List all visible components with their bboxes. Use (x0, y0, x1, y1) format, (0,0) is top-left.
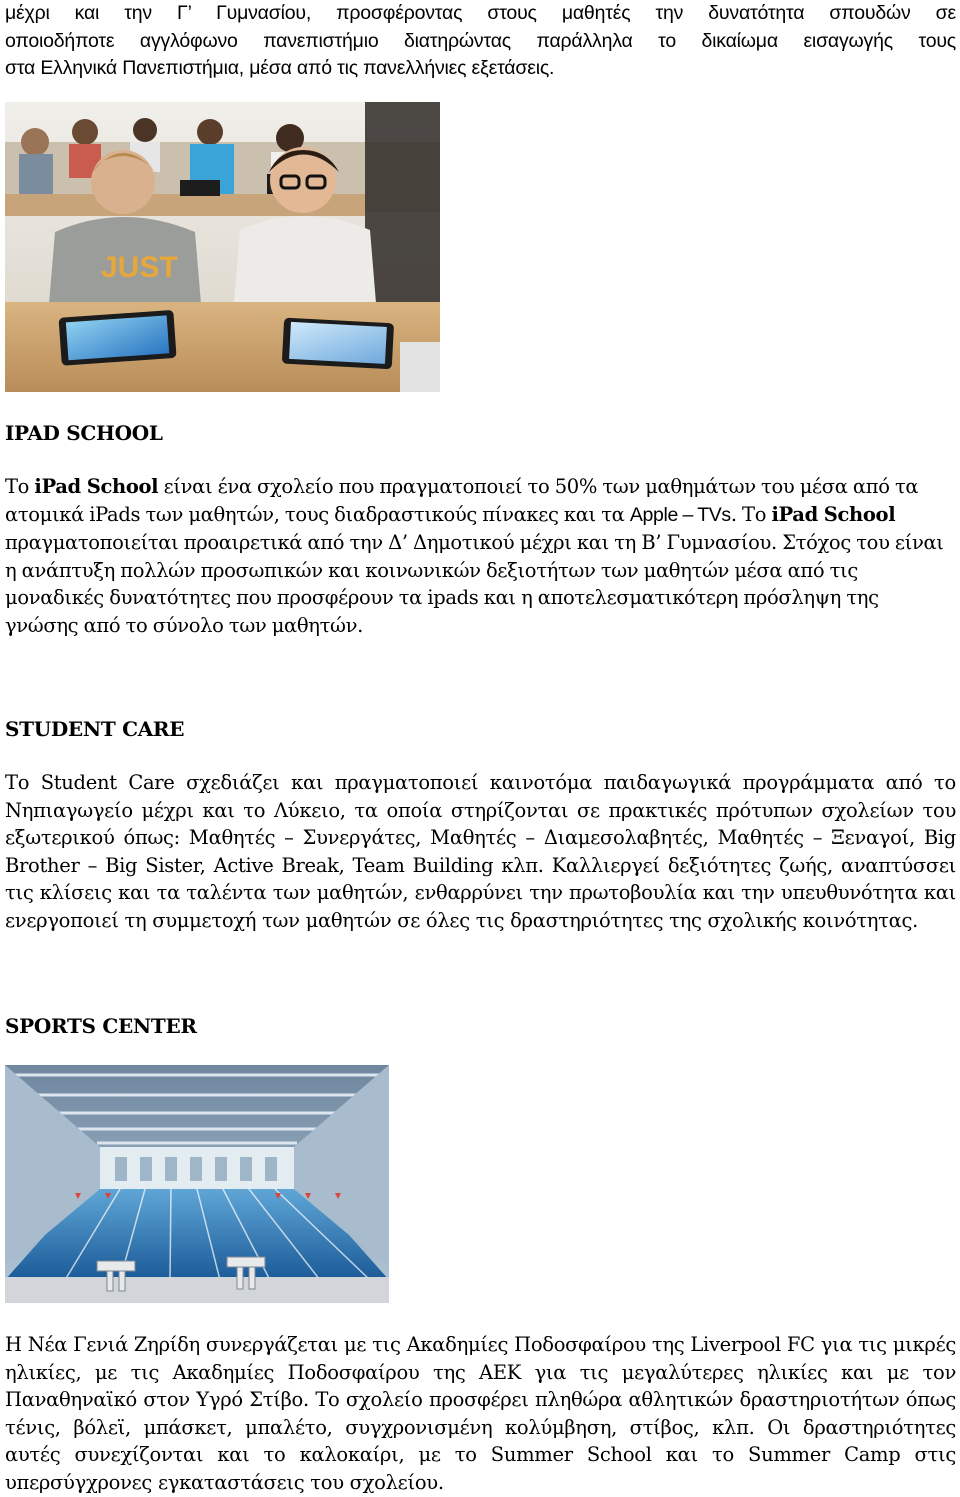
ipad-text-5: και η αποτελεσματικότερη πρόσληψη της γνώσης από το σύνολο των μαθητών. (5, 586, 879, 637)
student-care-paragraph: Το Student Care σχεδιάζει και πραγματοποιεί καινοτόμα παιδαγωγικά προγράμματα από το Νηπιαγωγείο μέχρι και το Λύκειο, τα οποία στηρίζονται σε πρακτικές πρότυπων σχολείων του εξωτερικού όπως: Μαθητές – Συνεργάτες, Μαθητές – Διαμεσολαβητές, Μαθητές – Ξεναγοί, Big Brother – Big Sister, Active Break, Team Building κλπ. Καλλιεργεί δεξιότητες ζωής, αναπτύσσει τις κλίσεις και τα ταλέντα των μαθητών, ενθαρρύνει την πρωτοβουλία και την υπευθυνότητα και ενεργοποιεί τη συμμετοχή των μαθητών σε όλες τις δραστηριότητες της σχολικής κοινότητας. (5, 771, 956, 932)
ipad-text-2: των μαθητών, τους διαδραστικούς πίνακες και τα (140, 502, 630, 526)
ipad-text-ipads-2: ipads (427, 586, 479, 610)
sports-center-heading: SPORTS CENTER (5, 1014, 197, 1038)
student-care-heading: STUDENT CARE (5, 717, 185, 741)
intro-line-3: στα Ελληνικά Πανεπιστήμια, μέσα από τις πανελλήνιες εξετάσεις. (5, 57, 555, 80)
ipad-school-bold-2: iPad School (771, 502, 896, 526)
ipad-text-ipads-1: iPads (89, 502, 141, 526)
intro-paragraph (5, 0, 956, 83)
svg-text:JUST: JUST (101, 251, 178, 284)
ipad-school-bold-1: iPad School (34, 475, 159, 498)
ipad-text-3: . Το (730, 502, 772, 526)
ipad-text-1: είναι ένα σχολείο που πραγματοποιεί το 50% των μαθημάτων του μέσα από τα ατομικά (5, 475, 919, 526)
ipad-school-paragraph (5, 473, 952, 640)
swimming-pool-photo (5, 1065, 389, 1303)
classroom-ipads-photo (5, 102, 440, 392)
ipad-text-4: πραγματοποιείται προαιρετικά από την Δ’ Δημοτικού μέχρι και τη Β’ Γυμνασίου. Στόχος του είναι η ανάπτυξη πολλών προσωπικών και κοινωνικών δεξιοτήτων των μαθητών μέσα από τις μοναδικές δυνατότητες που προσφέρουν τα (5, 531, 944, 610)
ipad-school-heading: IPAD SCHOOL (5, 421, 163, 445)
intro-line-1: μέχρι και την Γ’ Γυμνασίου, προσφέροντας στους μαθητές την δυνατότητα σπουδών σε (5, 2, 956, 24)
ipad-text-apple-tvs: Apple – TVs (629, 503, 731, 526)
ipad-text-to: Το (5, 475, 35, 498)
sports-center-paragraph: Η Νέα Γενιά Ζηρίδη συνεργάζεται με τις Ακαδημίες Ποδοσφαίρου της Liverpool FC για τις μικρές ηλικίες, με τις Ακαδημίες Ποδοσφαίρου της ΑΕΚ για τις μεγαλύτερες ηλικίες και με τον Παναθηναϊκό στον Υγρό Στίβο. Το σχολείο προσφέρει πληθώρα αθλητικών δραστηριοτήτων όπως τένις, βόλεϊ, μπάσκετ, μπαλέτο, συγχρονισμένη κολύμβηση, στίβος, κλπ. Οι δραστηριότητες αυτές συνεχίζονται και το καλοκαίρι, με το Summer School και το Summer Camp στις υπερσύγχρονες εγκαταστάσεις του σχολείου. (5, 1333, 956, 1494)
classroom-illustration (5, 102, 440, 392)
intro-line-2: οποιοδήποτε αγγλόφωνο πανεπιστήμιο διατηρώντας παράλληλα το δικαίωμα εισαγωγής τους (5, 29, 956, 52)
pool-illustration (5, 1065, 389, 1303)
